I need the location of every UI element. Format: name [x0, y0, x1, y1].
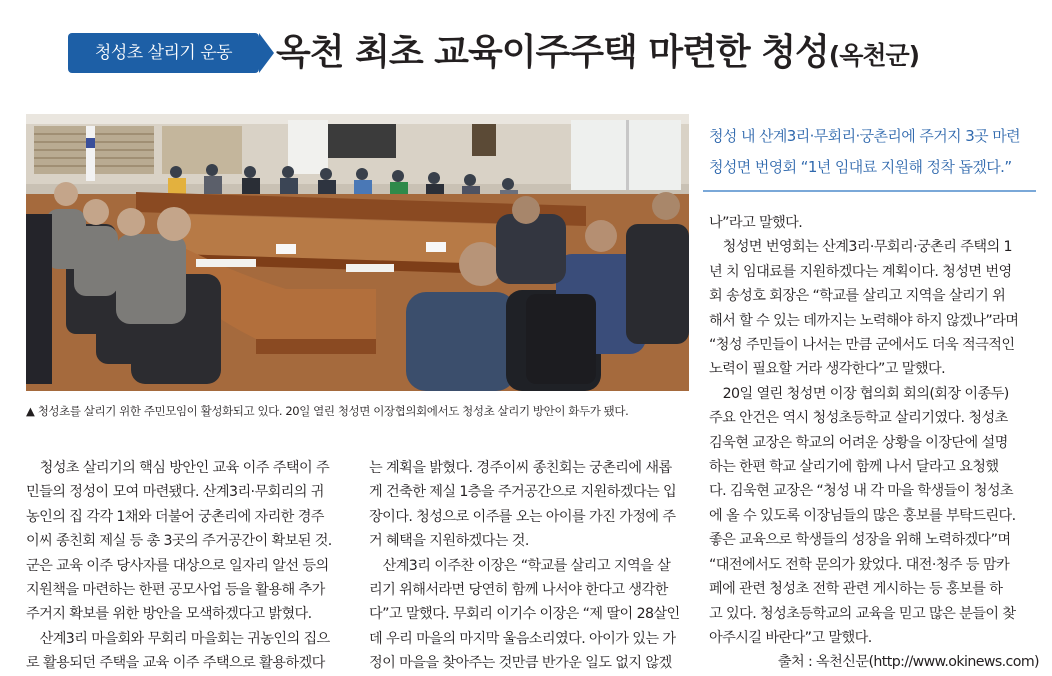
article-line: 데 우리 마을의 마지막 울음소리였다. 아이가 있는 가: [369, 630, 676, 647]
pull-quote-line: 청성면 번영회 “1년 임대료 지원해 정착 돕겠다.”: [709, 158, 1012, 176]
pull-quote-divider: [703, 190, 1036, 192]
article-line: 산계3리 마을회와 무회리 마을회는 귀농인의 집으: [26, 630, 330, 647]
article-line: 농인의 집 각각 1채와 더불어 궁촌리에 자리한 경주: [26, 508, 324, 525]
article-line: “대전에서도 전학 문의가 왔었다. 대전·청주 등 맘카: [709, 556, 1010, 573]
photo-caption: ▲ 청성초를 살리기 위한 주민모임이 활성화되고 있다. 20일 열린 청성면 이장협의회에서도 청성초 살리기 방안이 화두가 됐다.: [26, 404, 629, 418]
article-line: 고 있다. 청성초등학교의 교육을 믿고 많은 분들이 찾: [709, 605, 1016, 622]
article-line: 거 혜택을 지원하겠다는 것.: [369, 533, 529, 550]
article-line: 년 치 임대료를 지원하겠다는 계획이다. 청성면 번영: [709, 263, 1012, 280]
article-line: 이씨 종친회 제실 등 총 3곳의 주거공간이 확보된 것.: [26, 533, 332, 550]
article-line: 노력이 필요할 거라 생각한다”고 말했다.: [709, 361, 945, 378]
article-column-3: [709, 211, 1039, 675]
meeting-photo-illustration: [26, 114, 689, 391]
article-line: 지원책을 마련하는 한편 공모사업 등을 활용해 추가: [26, 582, 325, 599]
article-line: 청성면 번영회는 산계3리·무회리·궁촌리 주택의 1: [709, 239, 1012, 256]
article-line: 나”라고 말했다.: [709, 215, 803, 231]
article-column-1: [26, 456, 352, 676]
article-line: 로 활용되던 주택을 교육 이주 주택으로 활용하겠다: [26, 655, 325, 672]
article-line: 하는 한편 학교 살리기에 함께 나서 달라고 요청했: [709, 459, 999, 476]
article-line: 장이다. 청성으로 이주를 오는 아이를 가진 가정에 주: [369, 508, 676, 525]
article-line: 20일 열린 청성면 이장 협의회 회의(회장 이종두): [709, 385, 1009, 402]
article-line: 산계3리 이주찬 이장은 “학교를 살리고 지역을 살: [369, 557, 671, 574]
article-line: 리기 위해서라면 당연히 함께 나서야 한다고 생각한: [369, 582, 668, 599]
article-line: 페에 관련 청성초 전학 관련 게시하는 등 홍보를 하: [709, 581, 1003, 598]
article-line: 주거지 확보를 위한 방안을 모색하겠다고 밝혔다.: [26, 606, 312, 623]
article-line: 김욱현 교장은 학교의 어려운 상황을 이장단에 설명: [709, 434, 1008, 451]
article-line: 정이 마을을 찾아주는 것만큼 반가운 일도 없지 않겠: [369, 655, 672, 672]
article-line: 주요 안건은 역시 청성초등학교 살리기였다. 청성초: [709, 410, 1008, 427]
headline-main: 옥천 최초 교육이주주택 마련한 청성: [276, 32, 829, 73]
source-credit: 출처 : 옥천신문(http://www.okinews.com): [777, 654, 1039, 671]
headline: [276, 28, 996, 78]
article-line: 다. 김욱현 교장은 “청성 내 각 마을 학생들이 청성초: [709, 483, 1014, 500]
pull-quote-line: 청성 내 산계3리·무회리·궁촌리에 주거지 3곳 마련: [709, 127, 1020, 145]
article-line: 민들의 정성이 모여 마련됐다. 산계3리·무회리의 귀: [26, 484, 324, 501]
article-line: 게 건축한 제실 1층을 주거공간으로 지원하겠다는 입: [369, 484, 677, 501]
article-line: 회 송성호 회장은 “학교를 살리고 지역을 살리기 위: [709, 288, 1006, 305]
headline-suffix: (옥천군): [828, 41, 920, 70]
article-line: 군은 교육 이주 당사자를 대상으로 일자리 알선 등의: [26, 557, 329, 574]
section-badge: 청성초 살리기 운동: [68, 33, 259, 73]
article-line: 아주시길 바란다”고 말했다.: [709, 629, 872, 646]
article-line: 해서 할 수 있는 데까지는 노력해야 하지 않겠나”라며: [709, 312, 1019, 329]
article-line: 좋은 교육으로 학생들의 성장을 위해 노력하겠다”며: [709, 532, 1011, 549]
article-line: “청성 주민들이 나서는 만큼 군에서도 더욱 적극적인: [709, 337, 1015, 354]
meeting-photo: [26, 114, 689, 391]
article-column-2: [369, 456, 695, 676]
article-line: 다”고 말했다. 무회리 이기수 이장은 “제 딸이 28살인: [369, 606, 680, 623]
pull-quote: [709, 121, 1039, 183]
article-line: 청성초 살리기의 핵심 방안인 교육 이주 주택이 주: [26, 460, 330, 476]
article-line: 는 계획을 밝혔다. 경주이씨 종친회는 궁촌리에 새롭: [369, 460, 672, 476]
article-line: 에 올 수 있도록 이장님들의 많은 홍보를 부탁드린다.: [709, 507, 1016, 524]
